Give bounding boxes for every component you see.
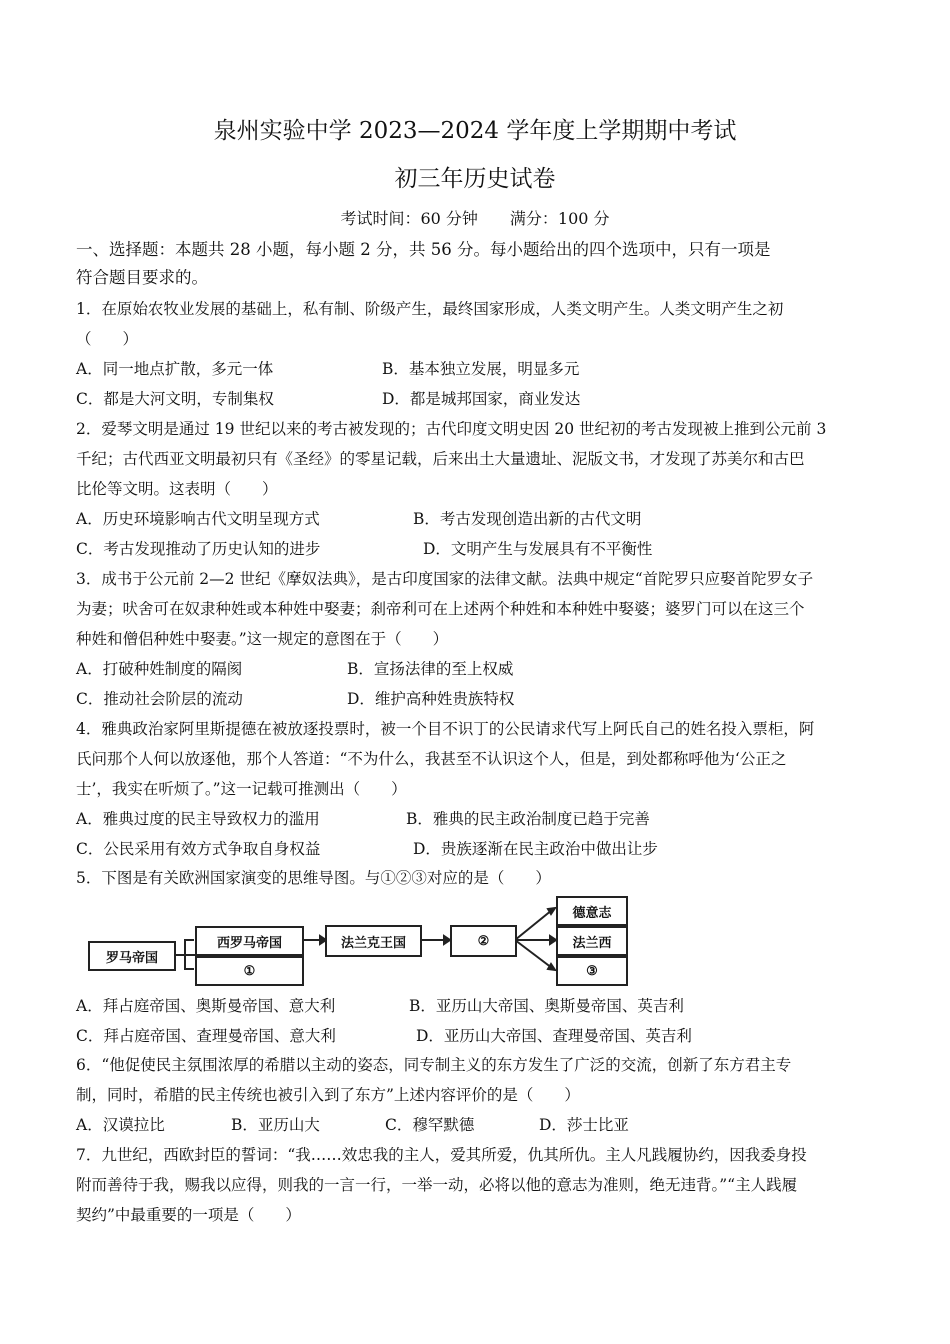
mindmap-node-blank-2: ② bbox=[450, 925, 517, 957]
question-3-stem: 3．成书于公元前 2—2 世纪《摩奴法典》，是古印度国家的法律文献。法典中规定“首陀罗只应娶首陀罗女子 bbox=[76, 570, 814, 588]
mindmap-node-franks: 法兰克王国 bbox=[325, 925, 422, 957]
q6-option-c[interactable]: C．穆罕默德 bbox=[385, 1116, 475, 1134]
question-6-stem: 制，同时，希腊的民主传统也被引入到了东方”上述内容评价的是（ ） bbox=[76, 1086, 580, 1104]
question-1-stem: 1．在原始农牧业发展的基础上，私有制、阶级产生，最终国家形成，人类文明产生。人类文明产生之初 bbox=[76, 300, 784, 318]
q6-option-b[interactable]: B．亚历山大 bbox=[231, 1116, 320, 1134]
q3-option-c[interactable]: C．推动社会阶层的流动 bbox=[76, 690, 243, 708]
q2-option-a[interactable]: A．历史环境影响古代文明呈现方式 bbox=[76, 510, 320, 528]
mindmap-node-blank-3: ③ bbox=[556, 956, 628, 986]
question-7-stem: 契约”中最重要的一项是（ ） bbox=[76, 1206, 301, 1224]
q3-option-a[interactable]: A．打破种姓制度的隔阂 bbox=[76, 660, 243, 678]
question-2-stem: 千纪；古代西亚文明最初只有《圣经》的零星记载，后来出土大量遗址、泥版文书，才发现了苏美尔和古巴 bbox=[76, 450, 805, 468]
mindmap-node-france: 法兰西 bbox=[556, 926, 628, 956]
q4-option-a[interactable]: A．雅典过度的民主导致权力的滥用 bbox=[76, 810, 320, 828]
section-intro-line: 一、选择题：本题共 28 小题，每小题 2 分，共 56 分。每小题给出的四个选项中，只有一项是 bbox=[76, 240, 771, 259]
q4-option-c[interactable]: C．公民采用有效方式争取自身权益 bbox=[76, 840, 321, 858]
question-4-stem: 4．雅典政治家阿里斯提德在被放逐投票时，被一个目不识丁的公民请求代写上阿氏自己的姓名投入票柜，阿 bbox=[76, 720, 815, 738]
mindmap-node-west: 西罗马帝国 bbox=[195, 926, 304, 956]
q1-option-a[interactable]: A．同一地点扩散，多元一体 bbox=[76, 360, 274, 378]
q2-option-d[interactable]: D．文明产生与发展具有不平衡性 bbox=[423, 540, 653, 558]
question-2-stem: 比伦等文明。这表明（ ） bbox=[76, 480, 278, 498]
q1-option-b[interactable]: B．基本独立发展，明显多元 bbox=[382, 360, 580, 378]
question-7-stem: 附而善待于我，赐我以应得，则我的一言一行，一举一动，必将以他的意志为准则，绝无违背。”“主人践履 bbox=[76, 1176, 798, 1194]
q4-option-d[interactable]: D．贵族逐渐在民主政治中做出让步 bbox=[413, 840, 658, 858]
q4-option-b[interactable]: B．雅典的民主政治制度已趋于完善 bbox=[406, 810, 650, 828]
q5-option-a[interactable]: A．拜占庭帝国、奥斯曼帝国、意大利 bbox=[76, 997, 336, 1015]
q2-option-c[interactable]: C．考古发现推动了历史认知的进步 bbox=[76, 540, 321, 558]
q3-option-d[interactable]: D．维护高种姓贵族特权 bbox=[347, 690, 515, 708]
q1-option-c[interactable]: C．都是大河文明，专制集权 bbox=[76, 390, 274, 408]
exam-subtitle: 初三年历史试卷 bbox=[394, 166, 556, 192]
section-intro-line: 符合题目要求的。 bbox=[76, 268, 208, 287]
question-3-stem: 为妻；吠舍可在奴隶种姓或本种姓中娶妻；刹帝利可在上述两个种姓和本种姓中娶婆；婆罗门可以在这三个 bbox=[76, 600, 805, 618]
question-2-stem: 2．爱琴文明是通过 19 世纪以来的考古被发现的；古代印度文明史因 20 世纪初的考古发现被上推到公元前 3 bbox=[76, 420, 827, 438]
question-5-stem: 5．下图是有关欧洲国家演变的思维导图。与①②③对应的是（ ） bbox=[76, 869, 551, 887]
question-7-stem: 7．九世纪，西欧封臣的誓词：“我……效忠我的主人，爱其所爱，仇其所仇。主人凡践履协约，因我委身投 bbox=[76, 1146, 807, 1164]
question-4-stem: 士’，我实在听烦了。”这一记载可推测出（ ） bbox=[76, 780, 407, 798]
q6-option-d[interactable]: D．莎士比亚 bbox=[539, 1116, 629, 1134]
q6-option-a[interactable]: A．汉谟拉比 bbox=[76, 1116, 165, 1134]
q1-option-d[interactable]: D．都是城邦国家，商业发达 bbox=[382, 390, 581, 408]
q5-option-d[interactable]: D．亚历山大帝国、查理曼帝国、英吉利 bbox=[416, 1027, 692, 1045]
q3-option-b[interactable]: B．宣扬法律的至上权威 bbox=[347, 660, 514, 678]
mindmap-node-root: 罗马帝国 bbox=[88, 941, 176, 971]
exam-title: 泉州实验中学 2023—2024 学年度上学期期中考试 bbox=[213, 118, 737, 144]
question-1-stem: （ ） bbox=[76, 330, 139, 348]
mindmap-node-germany: 德意志 bbox=[556, 896, 628, 926]
q5-option-b[interactable]: B．亚历山大帝国、奥斯曼帝国、英吉利 bbox=[409, 997, 684, 1015]
exam-info: 考试时间：60 分钟 满分：100 分 bbox=[340, 209, 610, 228]
q2-option-b[interactable]: B．考古发现创造出新的古代文明 bbox=[413, 510, 642, 528]
question-3-stem: 种姓和僧侣种姓中娶妻。”这一规定的意图在于（ ） bbox=[76, 630, 449, 648]
question-4-stem: 氏问那个人何以放逐他，那个人答道：“不为什么，我甚至不认识这个人，但是，到处都称呼他为‘公正之 bbox=[76, 750, 787, 768]
question-6-stem: 6．“他促使民主氛围浓厚的希腊以主动的姿态，同专制主义的东方发生了广泛的交流，创新了东方君主专 bbox=[76, 1056, 792, 1074]
q5-option-c[interactable]: C．拜占庭帝国、查理曼帝国、意大利 bbox=[76, 1027, 336, 1045]
mindmap-node-blank-1: ① bbox=[195, 956, 304, 986]
